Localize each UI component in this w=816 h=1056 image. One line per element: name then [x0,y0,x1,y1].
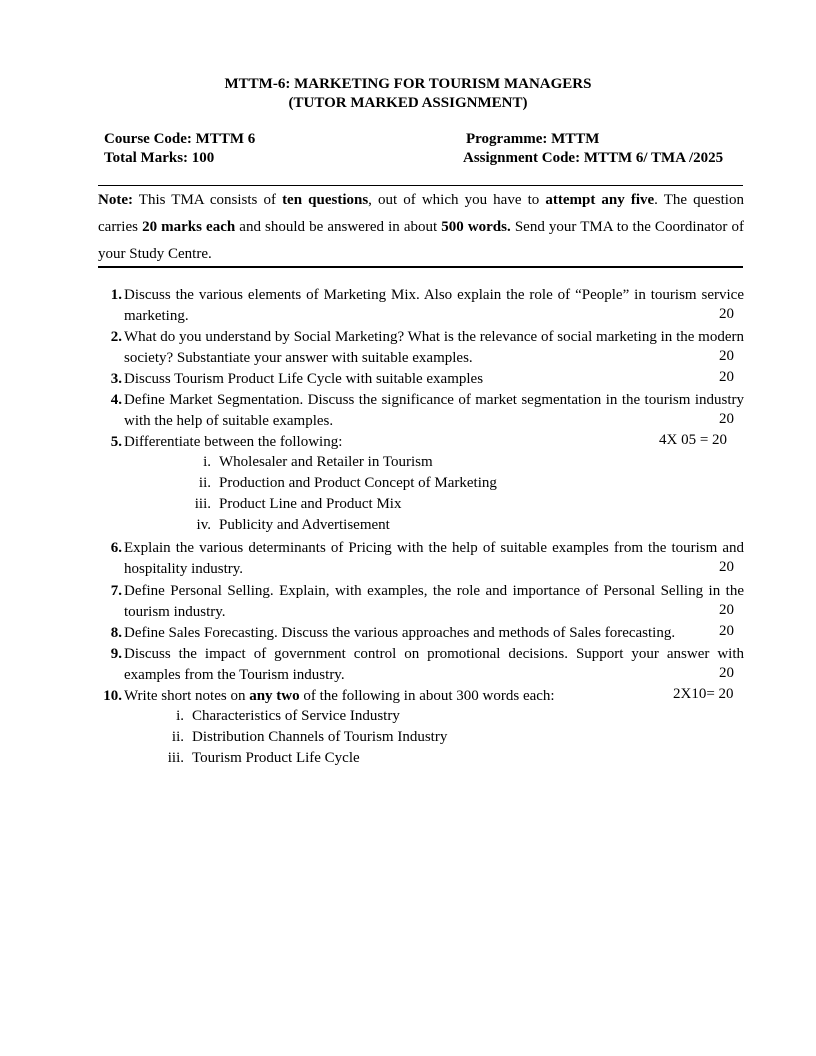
total-marks: Total Marks: 100 [104,150,215,166]
question-number: 10. [103,688,122,704]
question-marks: 4X 05 = 20 [659,432,728,448]
question-text-part: Write short notes on [124,688,250,704]
note-text: . The question carries [98,192,744,235]
question-number: 9. [110,646,122,662]
note-bold: 500 words. [441,219,511,235]
programme: Programme: MTTM [466,131,600,147]
subitem-text: Tourism Product Life Cycle [192,750,360,766]
course-code: Course Code: MTTM 6 [104,131,256,147]
question-text: Define Personal Selling. Explain, with examples, the role and importance of Personal Selling in the tourism industry. [124,583,744,620]
note-text: This TMA consists of [132,192,283,208]
note-bold: 20 marks each [142,219,236,235]
question-7 [98,581,744,623]
question-number: 8. [110,625,122,641]
subitem [176,708,400,725]
document-title: MTTM-6: MARKETING FOR TOURISM MANAGERS [224,76,592,92]
subitem-number: iii. [194,496,211,512]
subitem-text: Wholesaler and Retailer in Tourism [219,454,433,470]
question-marks: 20 [719,665,734,681]
question-marks: 20 [719,306,734,322]
subitem-text: Characteristics of Service Industry [192,708,400,724]
note-bold: attempt any five [545,192,655,208]
subitem [194,496,402,513]
question-10 [98,686,744,707]
note-text: Send your TMA to the Coordinator of your Study Centre. [98,219,744,262]
question-marks: 20 [719,559,734,575]
question-number: 7. [110,583,122,599]
question-text: Discuss the various elements of Marketing Mix. Also explain the role of “People” in tourism service marketing. [124,287,744,324]
subitem-text: Production and Product Concept of Marketing [219,475,497,491]
subitem [198,475,497,492]
note-bottom-rule [98,266,743,268]
question-2 [98,327,744,369]
subitem [167,750,360,767]
note-text: , out of which you have to [368,192,546,208]
subitem-number: iii. [167,750,184,766]
question-text-part: of the following in about 300 words each: [299,688,555,704]
question-marks: 20 [719,602,734,618]
subitem [203,454,433,471]
question-9 [98,644,744,686]
question-number: 6. [110,540,122,556]
question-8 [98,623,744,644]
subitem-number: iv. [196,517,211,533]
note-text: and should be answered in about [235,219,442,235]
question-marks: 2X10= 20 [673,686,734,702]
note-top-rule [98,185,743,186]
subitem-text: Publicity and Advertisement [219,517,390,533]
question-3 [98,369,744,390]
subitem [171,729,448,746]
document-subtitle: (TUTOR MARKED ASSIGNMENT) [288,95,528,111]
question-number: 1. [110,287,122,303]
question-text: Explain the various determinants of Pricing with the help of suitable examples from the tourism and hospitality industry. [124,540,744,577]
note-label: Note: [98,192,133,208]
subitem-number: i. [176,708,184,724]
question-number: 5. [110,434,122,450]
note-bold: ten questions [282,192,369,208]
question-text: Discuss Tourism Product Life Cycle with suitable examples [124,371,484,387]
question-marks: 20 [719,411,734,427]
question-text: Discuss the impact of government control on promotional decisions. Support your answer with examples from the Tourism industry. [124,646,744,683]
question-5 [98,432,744,453]
question-text: What do you understand by Social Marketing? What is the relevance of social marketing in the modern society? Substantiate your answer with suitable examples. [124,329,744,366]
question-number: 2. [110,329,122,345]
question-text [124,686,744,707]
subitem-text: Distribution Channels of Tourism Industry [192,729,448,745]
question-text: Differentiate between the following: [124,434,343,450]
question-marks: 20 [719,369,734,385]
note-block [98,187,744,268]
subitem-number: ii. [198,475,211,491]
question-number: 3. [110,371,122,387]
question-1 [98,285,744,327]
subitem [196,517,390,534]
question-4 [98,390,744,432]
question-marks: 20 [719,348,734,364]
subitem-text: Product Line and Product Mix [219,496,402,512]
question-marks: 20 [719,623,734,639]
question-text-bold: any two [249,688,300,704]
question-text: Define Market Segmentation. Discuss the significance of market segmentation in the tourism industry with the help of suitable examples. [124,392,744,429]
assignment-code: Assignment Code: MTTM 6/ TMA /2025 [463,150,724,166]
subitem-number: i. [203,454,211,470]
subitem-number: ii. [171,729,184,745]
question-text: Define Sales Forecasting. Discuss the various approaches and methods of Sales forecasting. [124,625,676,641]
question-number: 4. [110,392,122,408]
question-6 [98,538,744,580]
